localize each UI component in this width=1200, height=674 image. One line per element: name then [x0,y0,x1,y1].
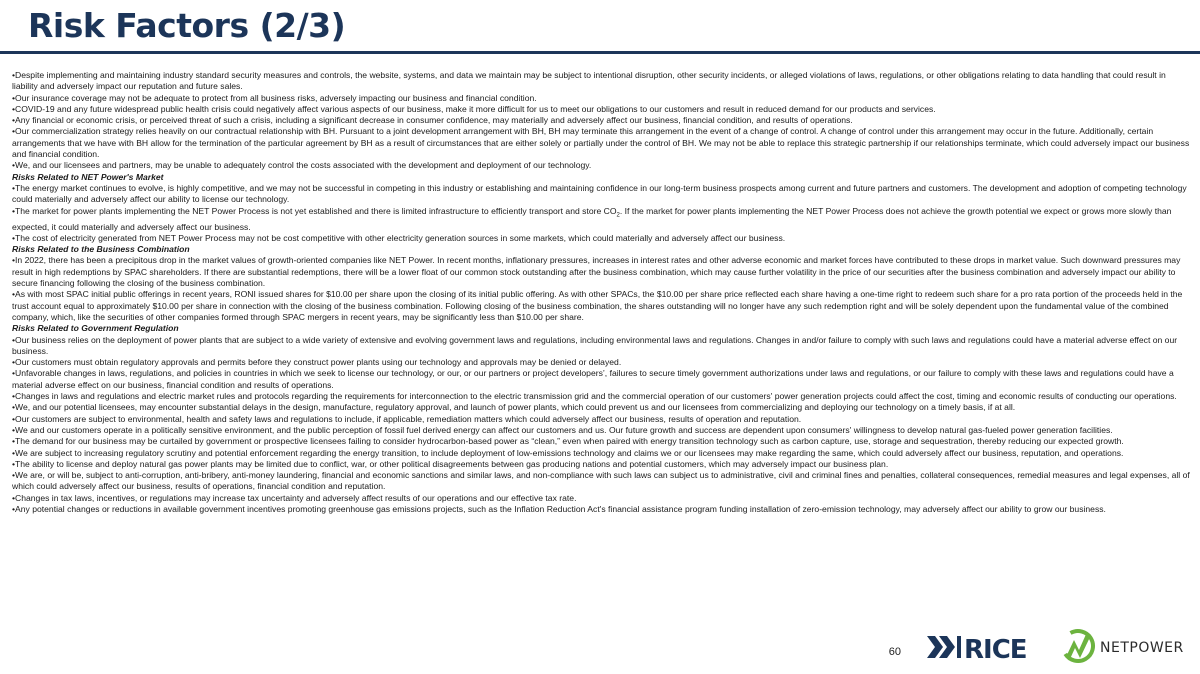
section-heading: Risks Related to Government Regulation [12,323,179,334]
bullet-item: •COVID-19 and any future widespread public health crisis could negatively affect various aspects of our business, make it more difficult for us to meet our obligations to our customers and result in reduced demand for our products and services. [12,103,936,114]
page-number: 60 [888,646,901,658]
bullet-item: •Our customers are subject to environmental, health and safety laws and regulations to include, if applicable, remediation matters which could adversely affect our business, results of operation and reputation. [12,413,802,424]
rice-logo [925,630,1037,664]
bullet-item [12,206,1192,233]
bullet-item: •The ability to license and deploy natural gas power plants may be limited due to conflict, war, or other political disagreements between gas producing nations and potential customers, which may adversely impact our business plan. [12,458,889,469]
bullet-item: •The energy market continues to evolve, is highly competitive, and we may not be successful in competing in this industry or establishing and maintaining confidence in our long-term business prospects among current and future partners and customers. The development and adoption of competing technology could materially and adversely affect our ability to license our technology. [12,182,1187,205]
bullet-item: •Our insurance coverage may not be adequate to protect from all business risks, adversely impacting our business and financial condition. [12,92,537,103]
bullet-text: •The market for power plants implementing the NET Power Process is not yet established and there is limited infrastructure to efficiently transport and store CO [12,205,617,216]
netpower-logo [1058,626,1188,666]
bullet-item: •Any potential changes or reductions in available government incentives promoting greenhouse gas emissions projects, such as the Inflation Reduction Act's financial assistance program funding installation of zero-emission technology, may adversely affect our ability to grow our business. [12,504,1106,514]
bullet-item: •We, and our licensees and partners, may be unable to adequately control the costs associated with the development and deployment of our technology. [12,160,592,171]
bullet-item: •As with most SPAC initial public offerings in recent years, RONI issued shares for $10.00 per share upon the closing of its initial public offering. As with other SPACs, the $10.00 per share price reflected each share having a one-time right to redeem such share for a pro rata portion of the proceeds held in the trust account equal to approximately $10.00 per share in connection with the closing of the business combination. Following closing of the business combination, the shares outstanding will no longer have any such redemption right and will be solely dependent upon the fundamental value of the combined company, which, like the securities of other companies formed through SPAC mergers in recent years, may be significantly less than $10.00 per share. [12,289,1183,322]
bullet-item: •We are, or will be, subject to anti-corruption, anti-bribery, anti-money laundering, financial and economic sanctions and similar laws, and non-compliance with such laws can subject us to administrative, civil and criminal fines and penalties, collateral consequences, remedial measures and legal expenses, all of which could adversely affect our business, results of operations, financial condition and reputation. [12,470,1190,492]
bullet-item: •Despite implementing and maintaining industry standard security measures and controls, the website, systems, and data we maintain may be subject to intentional disruption, other security incidents, or alleged violations of laws, regulations, or other obligations relating to data handling that could result in liability and adversely impact our reputation and future sales. [12,70,1166,92]
bullet-item: •We, and our potential licensees, may encounter substantial delays in the design, manufacture, regulatory approval, and launch of power plants, which could prevent us and our licensees from commercializing and deploying our technology on a timely basis, if at all. [12,402,1016,413]
bullet-item: •Any financial or economic crisis, or perceived threat of such a crisis, including a significant decrease in consumer confidence, may materially and adversely affect our business, financial condition, and results of operations. [12,115,853,126]
subscript-text: 2 [616,212,620,219]
bullet-item: •Our customers must obtain regulatory approvals and permits before they construct power plants using our technology and approvals may be denied or delayed. [12,357,622,368]
risk-factors-list [12,70,1192,515]
slide-title: Risk Factors (2/3) [28,6,346,45]
netpower-logo-text: NETPOWER [1100,640,1184,656]
bullet-item: •The demand for our business may be curtailed by government or prospective licensees failing to consider hydrocarbon-based power as “clean,” even when paired with energy transition technology such as carbon capture, use, storage and sequestration, thereby reducing our expected growth. [12,436,1124,447]
bullet-item: •We are subject to increasing regulatory scrutiny and potential enforcement regarding the energy transition, to include deployment of low-emissions technology and claims we or our licensees may make regarding the same, which could adversely affect our business, reputation, and operations. [12,447,1124,458]
bullet-item: •Changes in tax laws, incentives, or regulations may increase tax uncertainty and adversely affect results of our operations and our effective tax rate. [12,492,577,503]
bullet-item: •Unfavorable changes in laws, regulations, and policies in countries in which we seek to license our technology, or our, or our partners or project developers’, failures to secure timely government authorizations under laws and regulations, or our failure to comply with these laws and regulations could have a material adverse effect on our business, financial condition and results of operations. [12,368,1174,390]
netpower-leaf-icon [1058,626,1098,666]
section-heading: Risks Related to NET Power's Market [12,171,164,182]
title-divider [0,51,1200,54]
bullet-item: •Our commercialization strategy relies heavily on our contractual relationship with BH. Pursuant to a joint development arrangement with BH, BH may terminate this arrangement in the event of a change of control. A change of control under this arrangement may occur in the future. Additionally, certain arrangements that we have with BH allow for the termination of the particular agreement by BH as a result of circumstances that are either solely or partially under the control of BH. We may not be able to replace this strategic partnership if our relationships terminate, which could adversely impact our business and financial condition. [12,126,1190,160]
bullet-item: •The cost of electricity generated from NET Power Process may not be cost competitive with other electricity generation sources in some markets, which could materially and adversely affect our business. [12,232,786,243]
rice-logo-text: RICE [964,635,1027,664]
bullet-item: •Changes in laws and regulations and electric market rules and protocols regarding the requirements for interconnection to the electric transmission grid and the commercial operation of our customers' power generation projects could affect the cost, timing and economic results of conducting our operations. [12,391,1177,402]
section-heading: Risks Related to the Business Combination [12,244,190,255]
bullet-text: . If the market for power plants implementing the NET Power Process does not achieve the growth potential we expect or grows more slowly than expected, it could materially and adversely affect our business. [12,205,1172,232]
bullet-item: •We and our customers operate in a politically sensitive environment, and the public perception of fossil fuel derived energy can affect our customers and us. Our future growth and success are dependent upon consumers' willingness to develop natural gas-fueled power generation facilities. [12,424,1113,435]
bullet-item: •In 2022, there has been a precipitous drop in the market values of growth-oriented companies like NET Power. In recent months, inflationary pressures, increases in interest rates and other adverse economic and market forces have contributed to these drops in market value. Such downward pressures may result in high redemptions by SPAC shareholders. If there are substantial redemptions, there will be a lower float of our common stock outstanding after the business combination, which may cause further volatility in the price of our securities after the business combination and adversely impact our ability to secure financing following the closing of the business combination. [12,255,1181,289]
bullet-item: •Our business relies on the deployment of power plants that are subject to a wide variety of extensive and evolving government laws and regulations, including environmental laws and regulations. Changes in and/or failure to comply with such laws and regulations could have a material adverse effect on our business. [12,334,1178,356]
